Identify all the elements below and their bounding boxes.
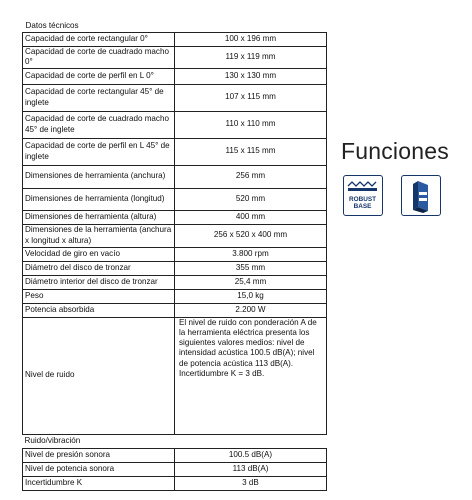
row-label: Diámetro del disco de tronzar: [23, 261, 175, 275]
row-label: Potencia absorbida: [23, 303, 175, 317]
row-value: 3 dB: [175, 476, 327, 490]
table-row: [23, 33, 327, 47]
row-value: 115 x 115 mm: [175, 138, 327, 165]
table-row: [23, 188, 327, 210]
table-row: [23, 275, 327, 289]
table-row: [23, 261, 327, 275]
row-label: Nivel de potencia sonora: [23, 462, 175, 476]
row-value: 15,0 kg: [175, 289, 327, 303]
row-value: 130 x 130 mm: [175, 68, 327, 84]
table-row: [23, 448, 327, 462]
row-value: 520 mm: [175, 188, 327, 210]
row-value: 400 mm: [175, 210, 327, 224]
row-value: El nivel de ruido con ponderación A de la herramienta eléctrica presenta los siguientes valores medios: nivel de intensidad acústica 100.5 dB(A); nivel de potencia acústica 113 dB(A). Incertidumbre K = 3 dB.: [175, 317, 327, 434]
row-value: 3.800 rpm: [175, 247, 327, 261]
specs-table: [22, 20, 327, 491]
row-value: 113 dB(A): [175, 462, 327, 476]
row-label: Incertidumbre K: [23, 476, 175, 490]
table-row: [23, 165, 327, 188]
table-row: [23, 476, 327, 490]
row-value: 25,4 mm: [175, 275, 327, 289]
row-label: Nivel de ruido: [23, 317, 175, 434]
table-row: [23, 68, 327, 84]
row-label: Nivel de presión sonora: [23, 448, 175, 462]
table-title-row: [23, 20, 327, 33]
row-label: Dimensiones de herramienta (longitud): [23, 188, 175, 210]
row-value: 119 x 119 mm: [175, 47, 327, 69]
row-value: 107 x 115 mm: [175, 84, 327, 111]
table-row: [23, 111, 327, 138]
row-value: 2.200 W: [175, 303, 327, 317]
table-row: [23, 317, 327, 434]
features-title: Funciones: [341, 138, 449, 164]
row-label: Capacidad de corte de cuadrado macho 45° de inglete: [23, 111, 175, 138]
table-row: [23, 47, 327, 69]
row-label: Capacidad de corte de perfil en L 0°: [23, 68, 175, 84]
row-label: Peso: [23, 289, 175, 303]
table-row: [23, 247, 327, 261]
robust-base-graphic: [344, 179, 381, 195]
steel-profile-icon: [401, 175, 441, 216]
robust-base-line2: BASE: [353, 203, 372, 210]
row-label: Dimensiones de la herramienta (anchura x longitud x altura): [23, 224, 175, 247]
row-value: 100 x 196 mm: [175, 33, 327, 47]
row-value: 110 x 110 mm: [175, 111, 327, 138]
table-row: [23, 138, 327, 165]
row-label: Capacidad de corte de cuadrado macho 0°: [23, 47, 175, 69]
table-row: [23, 84, 327, 111]
row-label: Diámetro interior del disco de tronzar: [23, 275, 175, 289]
table-row: [23, 289, 327, 303]
table-row: [23, 462, 327, 476]
row-value: 100.5 dB(A): [175, 448, 327, 462]
row-value: 355 mm: [175, 261, 327, 275]
row-value: 256 x 520 x 400 mm: [175, 224, 327, 247]
row-label: Dimensiones de herramienta (anchura): [23, 165, 175, 188]
table-row: [23, 303, 327, 317]
robust-base-line1: ROBUST: [349, 196, 376, 203]
row-label: Capacidad de corte rectangular 0°: [23, 33, 175, 47]
table-row: [23, 210, 327, 224]
row-label: Capacidad de corte rectangular 45° de inglete: [23, 84, 175, 111]
section-title-row: [23, 434, 327, 448]
section-title-spacer: [175, 434, 327, 448]
row-value: 256 mm: [175, 165, 327, 188]
table-row: [23, 224, 327, 247]
robust-base-icon: [343, 175, 383, 216]
features-panel: [341, 138, 449, 210]
steel-profile-graphic: [402, 176, 439, 214]
table-title: Datos técnicos: [23, 20, 327, 33]
row-label: Velocidad de giro en vacío: [23, 247, 175, 261]
technical-data-sheet: [22, 20, 327, 491]
row-label: Capacidad de corte de perfil en L 45° de inglete: [23, 138, 175, 165]
row-label: Dimensiones de herramienta (altura): [23, 210, 175, 224]
section-title: Ruido/vibración: [23, 434, 175, 448]
